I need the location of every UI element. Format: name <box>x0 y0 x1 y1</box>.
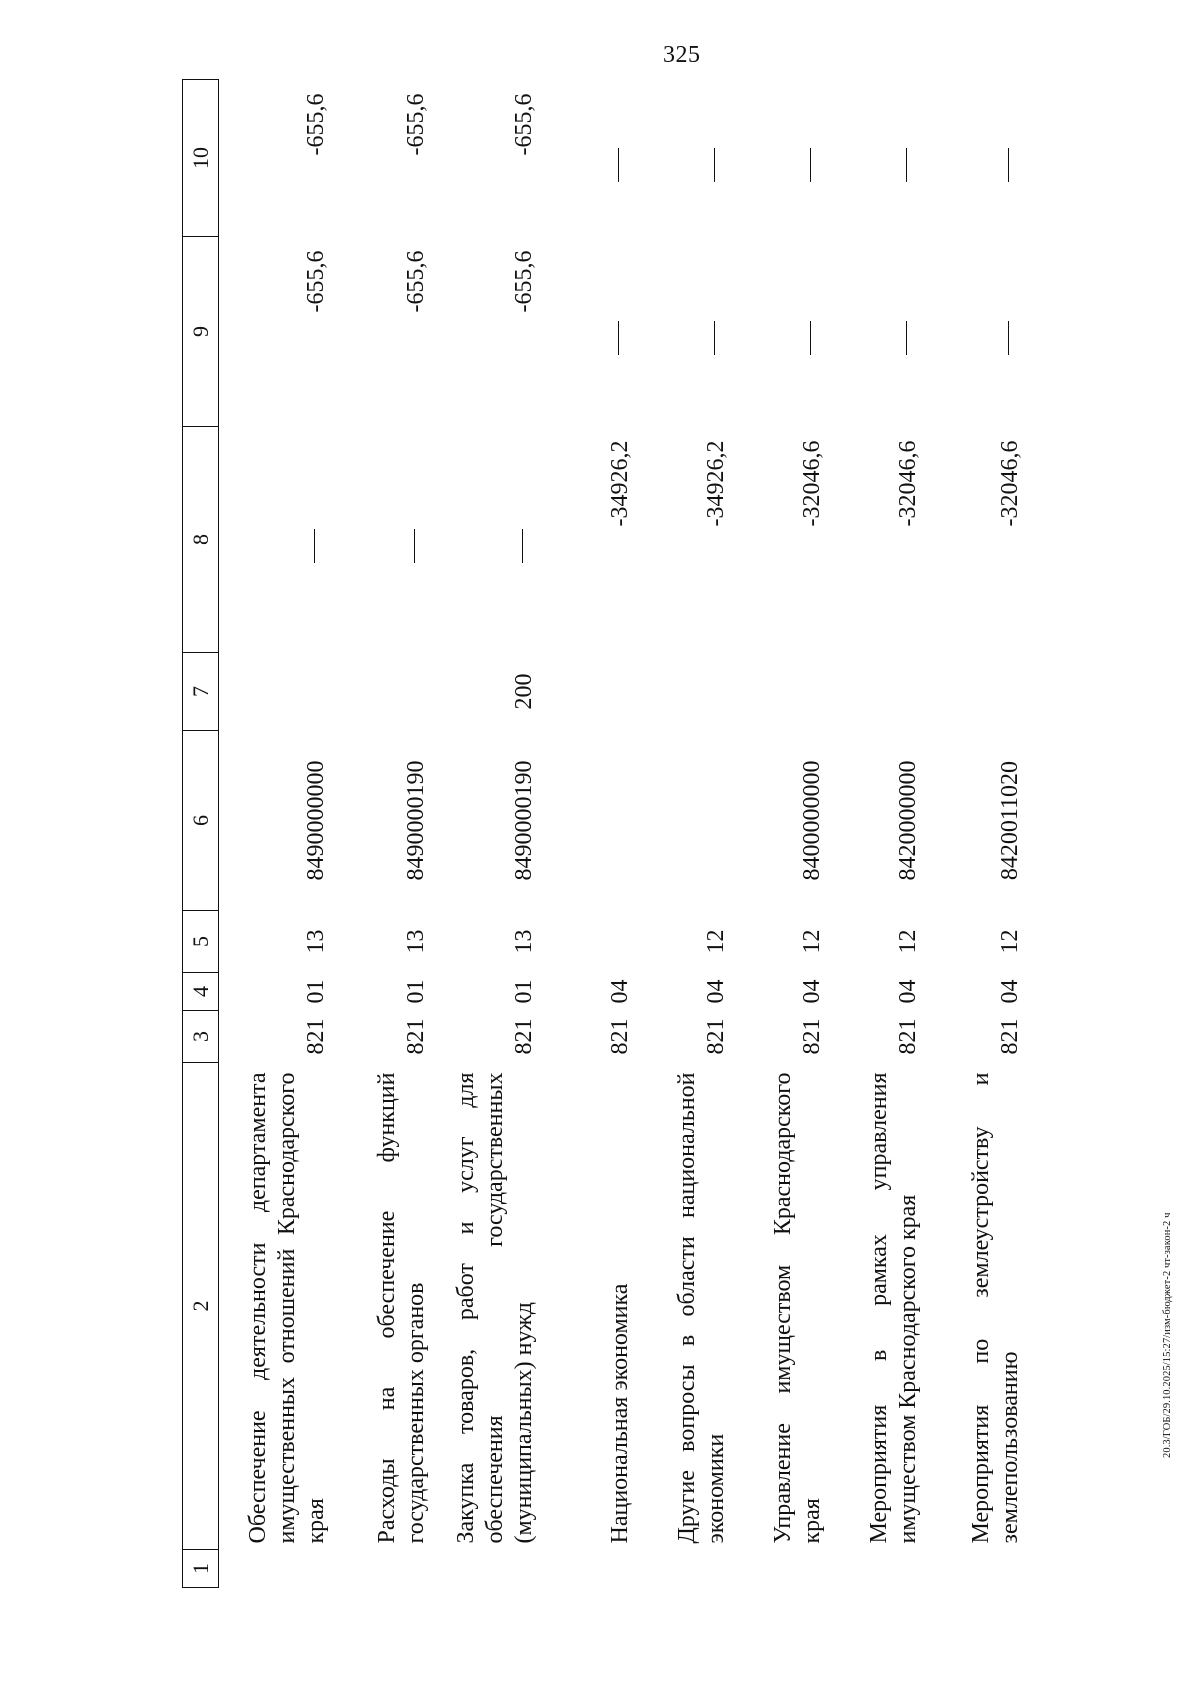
table-row <box>737 80 833 1588</box>
section-code-cell: 04 <box>996 979 1023 1004</box>
ministry-code-cell: 821 <box>302 1018 329 1055</box>
expense-type-cell <box>337 653 437 731</box>
expense-type-cell <box>737 653 833 731</box>
row-name-cell: Национальная экономика <box>606 1283 633 1544</box>
amount-col9-cell: -655,6 <box>510 250 537 313</box>
column-header-2: 2 <box>183 1063 219 1550</box>
amount-col10-cell <box>641 80 737 237</box>
row-number-cell <box>545 1550 641 1588</box>
row-number-cell <box>737 1550 833 1588</box>
dash-mark <box>906 148 907 182</box>
row-number-cell <box>833 1550 929 1588</box>
expense-type-cell <box>545 653 641 731</box>
row-number-cell <box>929 1550 1031 1588</box>
table-body <box>183 80 1031 1588</box>
column-header-9: 9 <box>183 237 219 427</box>
row-name-cell: Обеспечение деятельности департамента имущественных отношений Краснодарского края <box>244 1072 329 1544</box>
amount-col10-cell <box>737 80 833 237</box>
column-header-5: 5 <box>183 911 219 973</box>
subsection-code-cell: 12 <box>894 929 921 954</box>
page-number: 325 <box>663 42 701 68</box>
section-code-cell: 04 <box>894 979 921 1004</box>
ministry-code-cell: 821 <box>894 1018 921 1055</box>
column-header-1: 1 <box>183 1550 219 1588</box>
section-code-cell: 01 <box>302 979 329 1004</box>
amount-col8-cell <box>219 427 337 653</box>
row-number-cell <box>437 1550 545 1588</box>
target-article-cell: 8420000000 <box>894 760 921 881</box>
expense-type-cell: 200 <box>510 673 537 710</box>
section-code-cell: 04 <box>798 979 825 1004</box>
column-header-10: 10 <box>183 80 219 237</box>
section-code-cell: 01 <box>510 979 537 1004</box>
subsection-code-cell: 13 <box>510 929 537 954</box>
row-number-cell <box>219 1550 337 1588</box>
target-article-cell: 8490000000 <box>302 760 329 881</box>
column-header-7: 7 <box>183 653 219 731</box>
amount-col8-cell: -34926,2 <box>606 440 633 527</box>
budget-table <box>182 79 1031 1588</box>
row-name-cell: Мероприятия в рамках управления имуществом Краснодарского края <box>865 1072 921 1544</box>
dash-mark <box>810 148 811 182</box>
section-code-cell: 04 <box>606 979 633 1004</box>
table-row <box>833 80 929 1588</box>
amount-col8-cell: -34926,2 <box>702 440 729 527</box>
subsection-code-cell <box>545 911 641 973</box>
dash-mark <box>414 530 415 564</box>
section-code-cell: 04 <box>702 979 729 1004</box>
subsection-code-cell: 12 <box>798 929 825 954</box>
target-article-cell: 8400000000 <box>798 760 825 881</box>
expense-type-cell <box>833 653 929 731</box>
dash-mark <box>1008 322 1009 356</box>
table-row <box>641 80 737 1588</box>
rotated-table-frame <box>182 80 1200 1588</box>
dash-mark <box>906 322 907 356</box>
amount-col10-cell: -655,6 <box>510 93 537 156</box>
table-row <box>337 80 437 1588</box>
dash-mark <box>618 148 619 182</box>
amount-col8-cell: -32046,6 <box>996 440 1023 527</box>
expense-type-cell <box>219 653 337 731</box>
expense-type-cell <box>641 653 737 731</box>
dash-mark <box>314 530 315 564</box>
row-name-cell: Закупка товаров, работ и услуг для обеспечения государственных (муниципальных) нужд <box>452 1072 537 1544</box>
amount-col8-cell <box>337 427 437 653</box>
row-number-cell <box>641 1550 737 1588</box>
column-header-8: 8 <box>183 427 219 653</box>
ministry-code-cell: 821 <box>606 1018 633 1055</box>
subsection-code-cell: 13 <box>302 929 329 954</box>
table-row <box>219 80 337 1588</box>
row-number-cell <box>337 1550 437 1588</box>
dash-mark <box>714 322 715 356</box>
amount-col8-cell <box>437 427 545 653</box>
column-header-6: 6 <box>183 731 219 911</box>
subsection-code-cell: 12 <box>996 929 1023 954</box>
amount-col10-cell: -655,6 <box>302 93 329 156</box>
amount-col9-cell: -655,6 <box>402 250 429 313</box>
amount-col9-cell <box>833 237 929 427</box>
dash-mark <box>522 530 523 564</box>
row-name-cell: Мероприятия по землеустройству и землепользованию <box>967 1072 1023 1544</box>
row-name-cell: Другие вопросы в области национальной экономики <box>673 1072 729 1544</box>
column-header-3: 3 <box>183 1011 219 1063</box>
ministry-code-cell: 821 <box>996 1018 1023 1055</box>
table-row <box>929 80 1031 1588</box>
subsection-code-cell: 13 <box>402 929 429 954</box>
amount-col9-cell <box>929 237 1031 427</box>
amount-col10-cell <box>545 80 641 237</box>
ministry-code-cell: 821 <box>798 1018 825 1055</box>
dash-mark <box>714 148 715 182</box>
dash-mark <box>1008 148 1009 182</box>
amount-col9-cell <box>737 237 833 427</box>
target-article-cell: 8420011020 <box>996 760 1023 881</box>
table-row <box>437 80 545 1588</box>
document-code: 20.3/ГОБ/29.10.2025/15:27/изм-бюджет-2 чт-закон-2 ч <box>1162 1212 1173 1458</box>
section-code-cell: 01 <box>402 979 429 1004</box>
amount-col10-cell <box>833 80 929 237</box>
ministry-code-cell: 821 <box>402 1018 429 1055</box>
row-name-cell: Расходы на обеспечение функций государственных органов <box>373 1072 429 1544</box>
amount-col9-cell <box>545 237 641 427</box>
amount-col9-cell: -655,6 <box>302 250 329 313</box>
dash-mark <box>618 322 619 356</box>
target-article-cell: 8490000190 <box>510 760 537 881</box>
amount-col10-cell: -655,6 <box>402 93 429 156</box>
amount-col8-cell: -32046,6 <box>798 440 825 527</box>
amount-col10-cell <box>929 80 1031 237</box>
table-row <box>545 80 641 1588</box>
amount-col8-cell: -32046,6 <box>894 440 921 527</box>
ministry-code-cell: 821 <box>702 1018 729 1055</box>
target-article-cell: 8490000190 <box>402 760 429 881</box>
column-header-4: 4 <box>183 973 219 1011</box>
header-row <box>183 80 219 1588</box>
expense-type-cell <box>929 653 1031 731</box>
subsection-code-cell: 12 <box>702 929 729 954</box>
row-name-cell: Управление имуществом Краснодарского края <box>769 1072 825 1544</box>
amount-col9-cell <box>641 237 737 427</box>
dash-mark <box>810 322 811 356</box>
target-article-cell <box>641 731 737 911</box>
target-article-cell <box>545 731 641 911</box>
ministry-code-cell: 821 <box>510 1018 537 1055</box>
